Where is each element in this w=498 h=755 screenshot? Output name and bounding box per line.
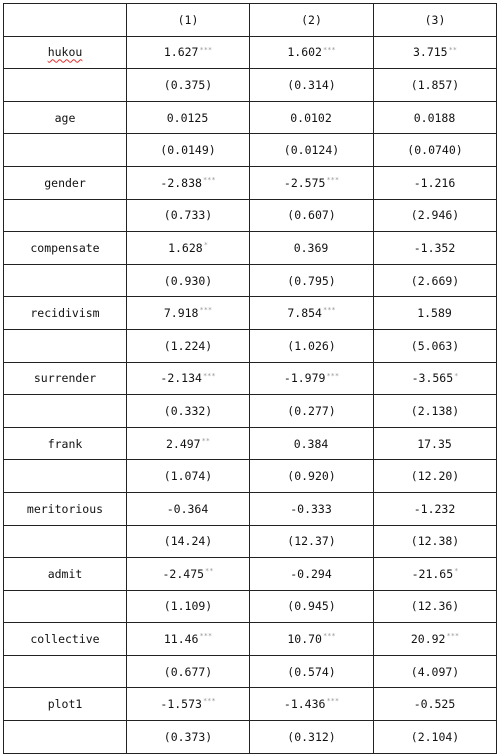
se-row <box>4 525 497 558</box>
header-row <box>4 4 497 37</box>
coefficient-value: 10.70 <box>287 632 322 647</box>
variable-name <box>4 558 127 591</box>
variable-label: meritorious <box>26 501 104 516</box>
standard-error-cell: (5.063) <box>374 329 497 362</box>
coefficient-cell <box>374 36 497 69</box>
significance-stars: * <box>203 241 208 250</box>
header-cell: (1) <box>127 4 250 37</box>
coefficient-value: 0.0188 <box>413 110 456 125</box>
standard-error-cell: (0.0740) <box>374 134 497 167</box>
coefficient-value: -1.352 <box>413 240 456 255</box>
coefficient-value: 11.46 <box>163 632 199 647</box>
variable-label: age <box>54 110 76 125</box>
coefficient-cell <box>127 362 250 395</box>
variable-name <box>4 688 127 721</box>
coefficient-cell <box>250 166 374 199</box>
variable-name <box>4 362 127 395</box>
standard-error-cell: (0.677) <box>127 655 250 688</box>
coefficient-value: 17.35 <box>417 436 452 451</box>
empty-cell <box>4 329 127 362</box>
coefficient-value: -0.525 <box>413 697 456 712</box>
coefficient-cell <box>374 232 497 265</box>
coefficient-value: -21.65 <box>411 566 454 581</box>
standard-error-cell: (0.920) <box>250 460 374 493</box>
significance-stars: ** <box>448 45 458 54</box>
empty-cell <box>4 69 127 102</box>
significance-stars: *** <box>199 306 213 315</box>
standard-error-cell: (12.36) <box>374 590 497 623</box>
coefficient-cell <box>127 36 250 69</box>
coefficient-cell <box>250 558 374 591</box>
coefficient-value: -2.838 <box>160 175 202 190</box>
coefficient-cell <box>127 166 250 199</box>
standard-error-cell: (0.607) <box>250 199 374 232</box>
standard-error-cell: (0.930) <box>127 264 250 297</box>
coefficient-value: 7.854 <box>287 306 322 321</box>
coefficient-cell <box>374 427 497 460</box>
variable-name <box>4 166 127 199</box>
standard-error-cell: (0.945) <box>250 590 374 623</box>
standard-error-cell: (2.669) <box>374 264 497 297</box>
coefficient-value: 0.0102 <box>290 110 332 125</box>
standard-error-cell: (0.373) <box>127 721 250 754</box>
standard-error-cell: (1.109) <box>127 590 250 623</box>
coef-row <box>4 36 497 69</box>
standard-error-cell: (0.0149) <box>127 134 250 167</box>
coefficient-value: 0.369 <box>293 240 329 255</box>
variable-label: admit <box>47 566 83 581</box>
coefficient-value: 1.602 <box>287 45 322 60</box>
coefficient-cell <box>374 101 497 134</box>
significance-stars: *** <box>322 306 336 315</box>
coefficient-cell <box>374 166 497 199</box>
coef-row <box>4 101 497 134</box>
significance-stars: *** <box>326 371 340 380</box>
significance-stars: *** <box>322 632 336 641</box>
coefficient-cell <box>374 688 497 721</box>
variable-label: surrender <box>33 371 97 386</box>
coefficient-cell <box>127 688 250 721</box>
coefficient-cell <box>127 492 250 525</box>
variable-name <box>4 101 127 134</box>
standard-error-cell: (0.733) <box>127 199 250 232</box>
coefficient-value: 20.92 <box>410 632 446 647</box>
empty-cell <box>4 199 127 232</box>
significance-stars: *** <box>199 45 213 54</box>
header-cell-empty <box>4 4 127 37</box>
coefficient-cell <box>374 297 497 330</box>
standard-error-cell: (1.224) <box>127 329 250 362</box>
significance-stars: * <box>454 371 459 380</box>
variable-name <box>4 36 127 69</box>
coefficient-cell <box>127 427 250 460</box>
standard-error-cell: (0.332) <box>127 395 250 428</box>
variable-label: compensate <box>30 240 100 255</box>
table-body <box>4 4 497 754</box>
coefficient-value: 1.589 <box>417 306 452 321</box>
coef-row <box>4 688 497 721</box>
standard-error-cell: (4.097) <box>374 655 497 688</box>
significance-stars: *** <box>202 697 216 706</box>
variable-label: frank <box>47 436 83 451</box>
coefficient-cell <box>374 492 497 525</box>
coefficient-value: -2.575 <box>283 175 326 190</box>
coef-row <box>4 623 497 656</box>
se-row <box>4 460 497 493</box>
significance-stars: *** <box>322 45 336 54</box>
se-row <box>4 134 497 167</box>
coefficient-value: -1.216 <box>413 175 456 190</box>
significance-stars: *** <box>202 371 216 380</box>
coefficient-value: 1.628 <box>168 240 203 255</box>
standard-error-cell: (1.026) <box>250 329 374 362</box>
significance-stars: ** <box>205 567 214 576</box>
standard-error-cell: (2.138) <box>374 395 497 428</box>
standard-error-cell: (14.24) <box>127 525 250 558</box>
coef-row <box>4 492 497 525</box>
variable-label: gender <box>44 175 86 190</box>
coef-row <box>4 427 497 460</box>
coef-row <box>4 362 497 395</box>
coefficient-cell <box>250 427 374 460</box>
coefficient-cell <box>250 492 374 525</box>
empty-cell <box>4 460 127 493</box>
empty-cell <box>4 264 127 297</box>
coefficient-value: 1.627 <box>163 45 199 60</box>
coefficient-cell <box>127 101 250 134</box>
significance-stars: ** <box>201 436 211 445</box>
coefficient-value: 2.497 <box>165 436 201 451</box>
variable-name <box>4 232 127 265</box>
coefficient-cell <box>250 623 374 656</box>
se-row <box>4 395 497 428</box>
empty-cell <box>4 395 127 428</box>
se-row <box>4 655 497 688</box>
significance-stars: *** <box>199 632 213 641</box>
variable-name <box>4 427 127 460</box>
standard-error-cell: (0.312) <box>250 721 374 754</box>
coefficient-cell <box>250 688 374 721</box>
significance-stars: * <box>454 567 459 576</box>
coefficient-value: -0.294 <box>290 566 332 581</box>
standard-error-cell: (2.104) <box>374 721 497 754</box>
coefficient-value: -0.333 <box>290 501 332 516</box>
coef-row <box>4 558 497 591</box>
empty-cell <box>4 525 127 558</box>
coefficient-cell <box>374 623 497 656</box>
standard-error-cell: (0.574) <box>250 655 374 688</box>
coefficient-cell <box>250 362 374 395</box>
coefficient-value: -3.565 <box>411 371 454 386</box>
coef-row <box>4 297 497 330</box>
header-cell: (2) <box>250 4 374 37</box>
coef-row <box>4 232 497 265</box>
se-row <box>4 721 497 754</box>
coefficient-value: 0.384 <box>293 436 329 451</box>
standard-error-cell: (12.37) <box>250 525 374 558</box>
standard-error-cell: (1.857) <box>374 69 497 102</box>
coefficient-value: -1.436 <box>283 697 326 712</box>
variable-label: collective <box>30 632 100 647</box>
se-row <box>4 590 497 623</box>
coefficient-value: -1.573 <box>160 697 202 712</box>
coefficient-value: 0.0125 <box>166 110 209 125</box>
coefficient-value: -0.364 <box>166 501 209 516</box>
empty-cell <box>4 134 127 167</box>
variable-label: plot1 <box>47 697 83 712</box>
coefficient-cell <box>127 623 250 656</box>
se-row <box>4 329 497 362</box>
coefficient-cell <box>250 101 374 134</box>
standard-error-cell: (0.314) <box>250 69 374 102</box>
coefficient-cell <box>250 297 374 330</box>
variable-name <box>4 623 127 656</box>
variable-label: recidivism <box>30 306 100 321</box>
significance-stars: *** <box>202 175 216 184</box>
empty-cell <box>4 721 127 754</box>
standard-error-cell: (1.074) <box>127 460 250 493</box>
se-row <box>4 69 497 102</box>
se-row <box>4 199 497 232</box>
standard-error-cell: (2.946) <box>374 199 497 232</box>
coefficient-cell <box>127 297 250 330</box>
coefficient-value: 3.715 <box>412 45 448 60</box>
coefficient-cell <box>374 362 497 395</box>
coefficient-cell <box>127 232 250 265</box>
standard-error-cell: (12.38) <box>374 525 497 558</box>
se-row <box>4 264 497 297</box>
empty-cell <box>4 590 127 623</box>
variable-name <box>4 492 127 525</box>
coefficient-value: 7.918 <box>163 306 199 321</box>
regression-table <box>3 3 497 754</box>
coefficient-value: -2.134 <box>160 371 202 386</box>
variable-name <box>4 297 127 330</box>
standard-error-cell: (0.375) <box>127 69 250 102</box>
standard-error-cell: (0.277) <box>250 395 374 428</box>
header-cell: (3) <box>374 4 497 37</box>
significance-stars: *** <box>446 632 460 641</box>
significance-stars: *** <box>326 697 340 706</box>
coefficient-cell <box>127 558 250 591</box>
significance-stars: *** <box>326 175 340 184</box>
variable-label: hukou <box>47 45 83 60</box>
standard-error-cell: (0.795) <box>250 264 374 297</box>
coef-row <box>4 166 497 199</box>
standard-error-cell: (0.0124) <box>250 134 374 167</box>
coefficient-value: -1.979 <box>283 371 326 386</box>
coefficient-cell <box>250 232 374 265</box>
empty-cell <box>4 655 127 688</box>
coefficient-cell <box>250 36 374 69</box>
coefficient-value: -1.232 <box>413 501 456 516</box>
standard-error-cell: (12.20) <box>374 460 497 493</box>
coefficient-cell <box>374 558 497 591</box>
coefficient-value: -2.475 <box>162 566 205 581</box>
